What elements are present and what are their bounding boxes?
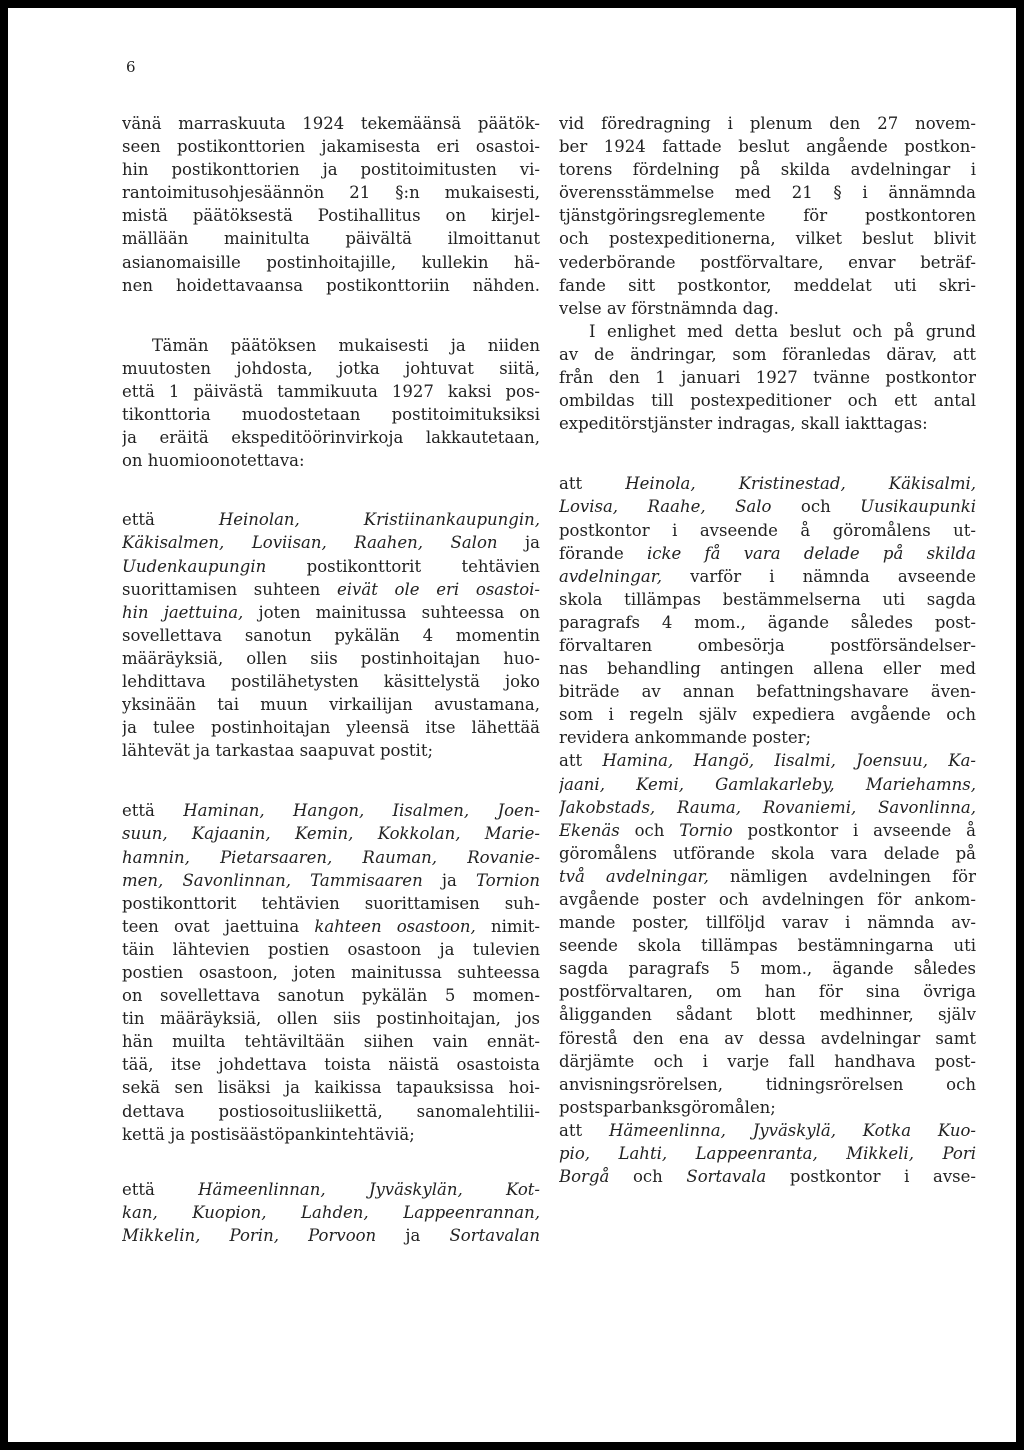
- text-line: förvaltaren ombesörja postförsändelser-: [559, 635, 976, 655]
- text-line: nas behandling antingen allena eller med: [559, 659, 976, 679]
- text-line: Ekenäs och Tornio postkontor i avseende å: [559, 820, 976, 840]
- text-line: yksinään tai muun virkailijan avustamana,: [122, 695, 540, 715]
- text-line: suorittamisen suhteen eivät ole eri osastoi-: [122, 579, 540, 599]
- paragraph-5: [559, 1119, 976, 1188]
- text-line: vederbörande postförvaltare, envar beträf-: [559, 252, 976, 272]
- text-line: paragrafs 4 mom., ägande således post-: [559, 612, 976, 632]
- text-line: mällään mainitulta päivältä ilmoittanut: [122, 229, 540, 249]
- paragraph-1: [122, 112, 540, 297]
- text-line: göromålens utförande skola vara delade på: [559, 843, 976, 863]
- text-line: torens fördelning på skilda avdelningar i: [559, 160, 976, 180]
- text-line: postförvaltaren, om han för sina övriga: [559, 982, 976, 1002]
- swedish-column: [559, 112, 976, 1188]
- text-line: fande sitt postkontor, meddelat uti skri-: [559, 275, 976, 295]
- text-line: men, Savonlinnan, Tammisaaren ja Tornion: [122, 870, 540, 890]
- text-line: ombildas till postexpeditioner och ett antal: [559, 391, 976, 411]
- text-line: teen ovat jaettuina kahteen osastoon, nimit-: [122, 916, 540, 936]
- text-line: avdelningar, varför i nämnda avseende: [559, 566, 976, 586]
- paragraph-3: [559, 472, 976, 749]
- text-line: seen postikonttorien jakamisesta eri osastoi-: [122, 137, 540, 157]
- text-line: postien osastoon, joten mainitussa suhteessa: [122, 963, 540, 982]
- text-line: suun, Kajaanin, Kemin, Kokkolan, Marie-: [122, 824, 540, 844]
- text-line: kettä ja postisäästöpankintehtäviä;: [122, 1124, 415, 1144]
- text-line: Käkisalmen, Loviisan, Raahen, Salon ja: [122, 533, 540, 553]
- text-line: mande poster, tillföljd varav i nämnda av-: [559, 913, 976, 933]
- text-line: jaani, Kemi, Gamlakarleby, Mariehamns,: [559, 774, 976, 794]
- text-line: postkontor i avseende å göromålens ut-: [559, 520, 976, 540]
- text-line: hän muilta tehtäviltään siihen vain ennät-: [122, 1032, 540, 1052]
- text-line: seende skola tillämpas bestämningarna uti: [559, 936, 976, 956]
- text-line: expeditörstjänster indragas, skall iakttagas:: [559, 414, 928, 434]
- text-line: velse av förstnämnda dag.: [559, 298, 779, 318]
- paragraph-4: [122, 799, 540, 1145]
- text-line: förestå den ena av dessa avdelningar samt: [559, 1028, 976, 1048]
- text-line: att Hämeenlinna, Jyväskylä, Kotka Kuo-: [559, 1120, 976, 1140]
- text-line: att Heinola, Kristinestad, Käkisalmi,: [559, 474, 976, 494]
- text-line: muutosten johdosta, jotka johtuvat siitä,: [122, 358, 540, 378]
- text-line: tin määräyksiä, ollen siis postinhoitajan, jos: [122, 1009, 540, 1029]
- text-line: hin jaettuina, joten mainitussa suhteessa on: [122, 602, 540, 622]
- text-line: Jakobstads, Rauma, Rovaniemi, Savonlinna,: [559, 797, 976, 817]
- text-line: därjämte och i varje fall handhava post-: [559, 1051, 976, 1071]
- text-line: lehdittava postilähetysten käsittelystä joko: [122, 671, 540, 691]
- text-line: att Hamina, Hangö, Iisalmi, Joensuu, Ka-: [559, 751, 976, 771]
- text-line: postsparbanksgöromålen;: [559, 1097, 776, 1117]
- text-line: och postexpeditionerna, vilket beslut blivit: [559, 229, 976, 249]
- text-line: lähtevät ja tarkastaa saapuvat postit;: [122, 741, 434, 761]
- text-line: tikonttoria muodostetaan postitoimituksiksi: [122, 405, 540, 425]
- text-line: sekä sen lisäksi ja kaikissa tapauksissa hoi-: [122, 1078, 540, 1098]
- text-line: kan, Kuopion, Lahden, Lappeenrannan,: [122, 1202, 540, 1222]
- text-line: pio, Lahti, Lappeenranta, Mikkeli, Pori: [559, 1144, 976, 1164]
- text-line: ber 1924 fattade beslut angående postkon-: [559, 137, 976, 157]
- paragraph-4: [559, 749, 976, 1119]
- paragraph-1: [559, 112, 976, 320]
- finnish-column: [122, 112, 540, 1247]
- text-line: vid föredragning i plenum den 27 novem-: [559, 114, 976, 133]
- text-line: skola tillämpas bestämmelserna uti sagda: [559, 589, 976, 609]
- paragraph-3: [122, 508, 540, 762]
- text-line: Uudenkaupungin postikonttorit tehtävien: [122, 556, 540, 576]
- text-line: som i regeln själv expediera avgående och: [559, 705, 976, 725]
- text-line: från den 1 januari 1927 tvänne postkontor: [559, 368, 976, 388]
- text-line: två avdelningar, nämligen avdelningen för: [559, 866, 976, 886]
- text-line: sovellettava sanotun pykälän 4 momentin: [122, 625, 540, 645]
- text-line: nen hoidettavaansa postikonttoriin nähden.: [122, 275, 540, 295]
- document-page: [8, 8, 1016, 1442]
- text-line: on huomioonotettava:: [122, 451, 305, 471]
- text-line: postikonttorit tehtävien suorittamisen suh-: [122, 893, 540, 913]
- text-line: avgående poster och avdelningen för ankom-: [559, 890, 976, 909]
- text-line: vänä marraskuuta 1924 tekemäänsä päätök-: [122, 114, 540, 133]
- text-line: että Hämeenlinnan, Jyväskylän, Kot-: [122, 1179, 540, 1199]
- text-line: tjänstgöringsreglemente för postkontoren: [559, 206, 976, 226]
- text-line: tää, itse johdettava toista näistä osastoista: [122, 1055, 540, 1075]
- text-line: Mikkelin, Porin, Porvoon ja Sortavalan: [122, 1225, 540, 1245]
- paragraph-2: [122, 334, 540, 473]
- text-line: asianomaisille postinhoitajille, kullekin hä-: [122, 252, 540, 272]
- text-line: että Heinolan, Kristiinankaupungin,: [122, 510, 540, 530]
- text-line: åligganden sådant blott medhinner, själv: [559, 1005, 976, 1025]
- text-line: av de ändringar, som föranledas därav, att: [559, 344, 976, 364]
- text-line: revidera ankommande poster;: [559, 728, 812, 748]
- paragraph-2: [559, 320, 976, 435]
- text-line: rantoimitusohjesäännön 21 §:n mukaisesti,: [122, 183, 540, 203]
- text-line: dettava postiosoitusliikettä, sanomalehtilii-: [122, 1101, 540, 1121]
- text-line: hin postikonttorien ja postitoimitusten vi-: [122, 160, 540, 180]
- text-line: mistä päätöksestä Postihallitus on kirjel-: [122, 206, 540, 226]
- text-line: sagda paragrafs 5 mom., ägande således: [559, 959, 976, 979]
- text-line: biträde av annan befattningshavare även-: [559, 682, 976, 702]
- text-line: ja eräitä ekspeditöörinvirkoja lakkautetaan,: [122, 428, 540, 448]
- text-line: on sovellettava sanotun pykälän 5 momen-: [122, 986, 540, 1006]
- text-line: förande icke få vara delade på skilda: [559, 543, 976, 563]
- text-line: Tämän päätöksen mukaisesti ja niiden: [152, 335, 540, 355]
- text-line: että 1 päivästä tammikuuta 1927 kaksi pos-: [122, 381, 540, 401]
- text-line: Lovisa, Raahe, Salo och Uusikaupunki: [559, 497, 976, 517]
- page-number: 6: [126, 58, 136, 76]
- text-line: anvisningsrörelsen, tidningsrörelsen och: [559, 1074, 976, 1094]
- text-line: täin lähtevien postien osastoon ja tulevien: [122, 939, 540, 959]
- text-line: Borgå och Sortavala postkontor i avse-: [559, 1167, 976, 1187]
- paragraph-5: [122, 1178, 540, 1247]
- text-line: ja tulee postinhoitajan yleensä itse lähettää: [122, 718, 540, 738]
- text-line: että Haminan, Hangon, Iisalmen, Joen-: [122, 801, 540, 821]
- text-line: määräyksiä, ollen siis postinhoitajan huo-: [122, 648, 540, 668]
- text-line: överensstämmelse med 21 § i ännämnda: [559, 183, 976, 203]
- text-line: I enlighet med detta beslut och på grund: [589, 321, 976, 341]
- text-line: hamnin, Pietarsaaren, Rauman, Rovanie-: [122, 847, 540, 867]
